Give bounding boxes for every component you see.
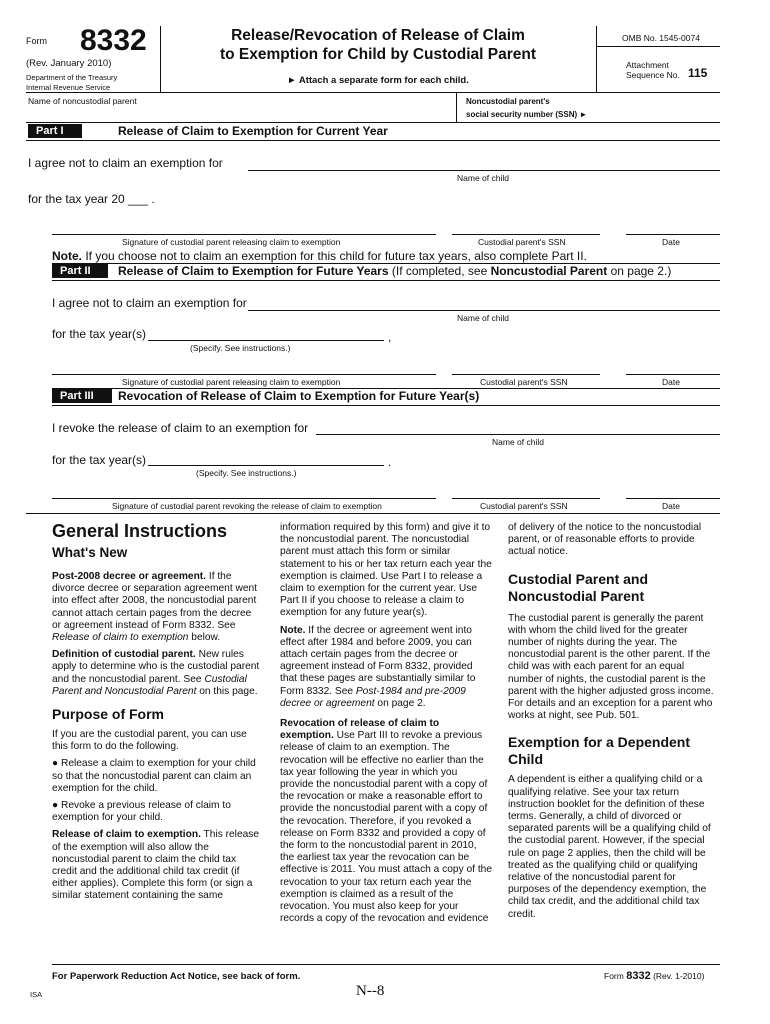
header-bottom-rule bbox=[26, 92, 720, 93]
isa-mark: ISA bbox=[30, 990, 43, 999]
part-3-tag: Part III bbox=[52, 389, 112, 403]
part-2-rule bbox=[52, 280, 720, 281]
part-1-date-label: Date bbox=[662, 237, 680, 247]
part-2-child-name-label: Name of child bbox=[457, 313, 509, 323]
part-1-tax-year: for the tax year 20 ___ . bbox=[28, 192, 155, 206]
whats-new-heading: What's New bbox=[52, 545, 128, 560]
form-title-line2: to Exemption for Child by Custodial Parent bbox=[219, 46, 537, 63]
noncustodial-ssn-field[interactable] bbox=[612, 96, 720, 120]
part-3-tax-years-label: for the tax year(s) bbox=[52, 453, 147, 467]
part-2-tax-years-label: for the tax year(s) bbox=[52, 327, 147, 341]
part-3-signature-field[interactable] bbox=[52, 498, 436, 499]
purpose-bullet-2: ● Revoke a previous release of claim to exemption for your child. bbox=[52, 800, 231, 824]
post-2008-paragraph: Post-2008 decree or agreement. If the divorce decree or separation agreement went into effect after 2008, the noncustodial parent cannot attach certain pages from the decree or agreement instead of Form 8332. See Release of claim to exemption below. bbox=[52, 571, 257, 644]
footer-rule bbox=[52, 964, 720, 965]
part-2-title: Release of Claim to Exemption for Future Years (If completed, see Noncustodial Parent on page 2.) bbox=[118, 264, 672, 278]
general-instructions-heading: General Instructions bbox=[52, 521, 228, 541]
part-1-child-name-label: Name of child bbox=[457, 173, 509, 183]
department: Department of the Treasury bbox=[26, 73, 118, 82]
part-1-agree-text: I agree not to claim an exemption for bbox=[28, 156, 223, 170]
part-3-ssn-label: Custodial parent's SSN bbox=[480, 501, 568, 511]
part-3-tax-years-field[interactable] bbox=[148, 465, 384, 466]
note-text: Note. If you choose not to claim an exemption for this child for future tax years, also complete Part II. bbox=[52, 249, 587, 263]
part-2-date-label: Date bbox=[662, 377, 680, 387]
attach-note: ► Attach a separate form for each child. bbox=[287, 75, 469, 86]
release-paragraph: Release of claim to exemption. This release of the exemption will also allow the noncustodial parent to claim the child tax credit and the additional child tax credit (if either applies). Complete this form (or sign a similar statement containing the same bbox=[52, 829, 260, 902]
part-2-ssn-field[interactable] bbox=[452, 374, 600, 375]
column-2-paragraph-1: information required by this form) and give it to the noncustodial parent. The noncustodial parent must attach this form or similar statement to his or her tax return each year the exemption is claimed. Use Part I to release a claim to exemption for the current year. Use Part II if you choose to release a claim to exemption for any future year(s). bbox=[280, 522, 492, 619]
agency: Internal Revenue Service bbox=[26, 83, 111, 92]
omb-rule bbox=[597, 46, 720, 47]
exemption-paragraph: A dependent is either a qualifying child or a qualifying relative. See your tax return instruction booklet for the definition of these terms. Generally, a child of divorced or separated parents will be a qualifying child of the custodial parent. However, if the special rule on page 2 applies, then the child will be treated as the qualifying child or qualifying relative of the noncustodial parent for purposes of the dependency exemption, the child tax credit, and the additional child tax credit. bbox=[508, 774, 711, 920]
part-2-comma: , bbox=[388, 330, 392, 344]
revision-date: (Rev. January 2010) bbox=[26, 58, 112, 69]
noncustodial-name-label: Name of noncustodial parent bbox=[28, 96, 137, 106]
part-1-title: Release of Claim to Exemption for Current Year bbox=[118, 124, 388, 138]
part-3-title: Revocation of Release of Claim to Exemption for Future Year(s) bbox=[118, 389, 480, 403]
part-2-signature-label: Signature of custodial parent releasing claim to exemption bbox=[122, 377, 341, 387]
purpose-bullet-1: ● Release a claim to exemption for your child so that the noncustodial parent can claim an exemption for the child. bbox=[52, 758, 256, 794]
part-2-child-name-field[interactable] bbox=[248, 310, 720, 311]
page-mark: N--8 bbox=[356, 983, 385, 999]
ssn-bottom-rule bbox=[26, 122, 720, 123]
part-3-date-field[interactable] bbox=[626, 498, 720, 499]
part-2-agree-text: I agree not to claim an exemption for bbox=[52, 296, 247, 310]
part-2-date-field[interactable] bbox=[626, 374, 720, 375]
ssn-divider bbox=[456, 92, 457, 122]
part-1-signature-label: Signature of custodial parent releasing claim to exemption bbox=[122, 237, 341, 247]
instructions-column-3 bbox=[508, 522, 720, 926]
bullet-icon: ● bbox=[52, 800, 61, 812]
noncustodial-ssn-label-2: social security number (SSN) ► bbox=[466, 110, 588, 119]
attachment-label: Attachment bbox=[626, 60, 669, 70]
footer-form-reference: Form 8332 (Rev. 1-2010) bbox=[604, 970, 705, 982]
part-3-date-label: Date bbox=[662, 501, 680, 511]
form-bottom-rule bbox=[26, 513, 720, 514]
sequence-number: 115 bbox=[688, 66, 708, 80]
part-3-child-name-label: Name of child bbox=[492, 437, 544, 447]
part-2-ssn-label: Custodial parent's SSN bbox=[480, 377, 568, 387]
instructions-column-2 bbox=[280, 522, 492, 931]
definition-paragraph: Definition of custodial parent. New rules apply to determine who is the custodial parent and the noncustodial parent. See Custodial Parent and Noncustodial Parent on this page. bbox=[52, 649, 260, 697]
column-2-note: Note. If the decree or agreement went into effect after 1984 and before 2009, you can attach certain pages from the decree or agreement instead of Form 8332, provided that these pages are substantially similar to Form 8332. See Post-1984 and pre-2009 decree or agreement on page 2. bbox=[280, 624, 476, 709]
custodial-parent-heading: Custodial Parent and Noncustodial Parent bbox=[508, 570, 649, 604]
part-1-date-field[interactable] bbox=[626, 234, 720, 235]
column-3-paragraph-1: of delivery of the notice to the noncustodial parent, or of reasonable efforts to provide actual notice. bbox=[508, 522, 702, 558]
part-3-specify: (Specify. See instructions.) bbox=[196, 468, 297, 478]
part-2-tax-years-field[interactable] bbox=[148, 340, 384, 341]
header-divider-right bbox=[596, 26, 597, 92]
part-3-period: . bbox=[388, 455, 392, 469]
purpose-intro: If you are the custodial parent, you can use this form to do the following. bbox=[52, 729, 247, 753]
paperwork-notice: For Paperwork Reduction Act Notice, see back of form. bbox=[52, 971, 301, 982]
part-1-rule bbox=[26, 140, 720, 141]
custodial-parent-paragraph: The custodial parent is generally the parent with whom the child lived for the greater number of nights during the year. The noncustodial parent is the other parent. If the child was with each parent for an equal number of nights, the custodial parent is the parent with the higher adjusted gross income. For details and an exception for a parent who works at night, see Pub. 501. bbox=[508, 612, 714, 722]
noncustodial-ssn-label-1: Noncustodial parent's bbox=[466, 97, 550, 106]
noncustodial-name-field[interactable] bbox=[28, 106, 448, 120]
part-3-signature-label: Signature of custodial parent revoking the release of claim to exemption bbox=[112, 501, 382, 511]
part-1-tag: Part I bbox=[28, 124, 82, 138]
part-3-child-name-field[interactable] bbox=[316, 434, 720, 435]
omb-number: OMB No. 1545-0074 bbox=[622, 33, 700, 43]
header-divider-left bbox=[160, 26, 161, 92]
instructions-column-1 bbox=[52, 522, 262, 908]
form-number: 8332 bbox=[80, 24, 147, 57]
part-3-revoke-text: I revoke the release of claim to an exemption for bbox=[52, 421, 309, 435]
part-2-specify: (Specify. See instructions.) bbox=[190, 343, 291, 353]
purpose-heading: Purpose of Form bbox=[52, 706, 165, 723]
part-3-ssn-field[interactable] bbox=[452, 498, 600, 499]
part-3-rule bbox=[52, 405, 720, 406]
part-1-ssn-label: Custodial parent's SSN bbox=[478, 237, 566, 247]
sequence-label: Sequence No. bbox=[626, 70, 680, 80]
part-2-tag: Part II bbox=[52, 264, 108, 278]
exemption-heading: Exemption for a Dependent Child bbox=[508, 734, 691, 768]
revocation-paragraph: Revocation of release of claim to exemption. Use Part III to revoke a previous release of claim to an exemption. The revocation will be effective no earlier than the tax year following the year in which you provide the noncustodial parent with a copy of the revocation or make a reasonable effort to provide the noncustodial parent with a copy of the revocation. Therefore, if you revoked a release on Form 8332 and provided a copy of the form to the noncustodial parent in 2010, the earliest tax year the revocation can be effective is 2011. You must attach a copy of the revocation to your tax return each year the exemption is claimed as a result of the revocation. You must also keep for your records a copy of the revocation and evidence bbox=[280, 718, 492, 925]
part-1-ssn-field[interactable] bbox=[452, 234, 600, 235]
part-1-signature-field[interactable] bbox=[52, 234, 436, 235]
form-word: Form bbox=[26, 36, 47, 46]
form-title-line1: Release/Revocation of Release of Claim bbox=[231, 27, 525, 44]
part-1-child-name-field[interactable] bbox=[248, 170, 720, 171]
part-2-signature-field[interactable] bbox=[52, 374, 436, 375]
bullet-icon: ● bbox=[52, 758, 61, 770]
